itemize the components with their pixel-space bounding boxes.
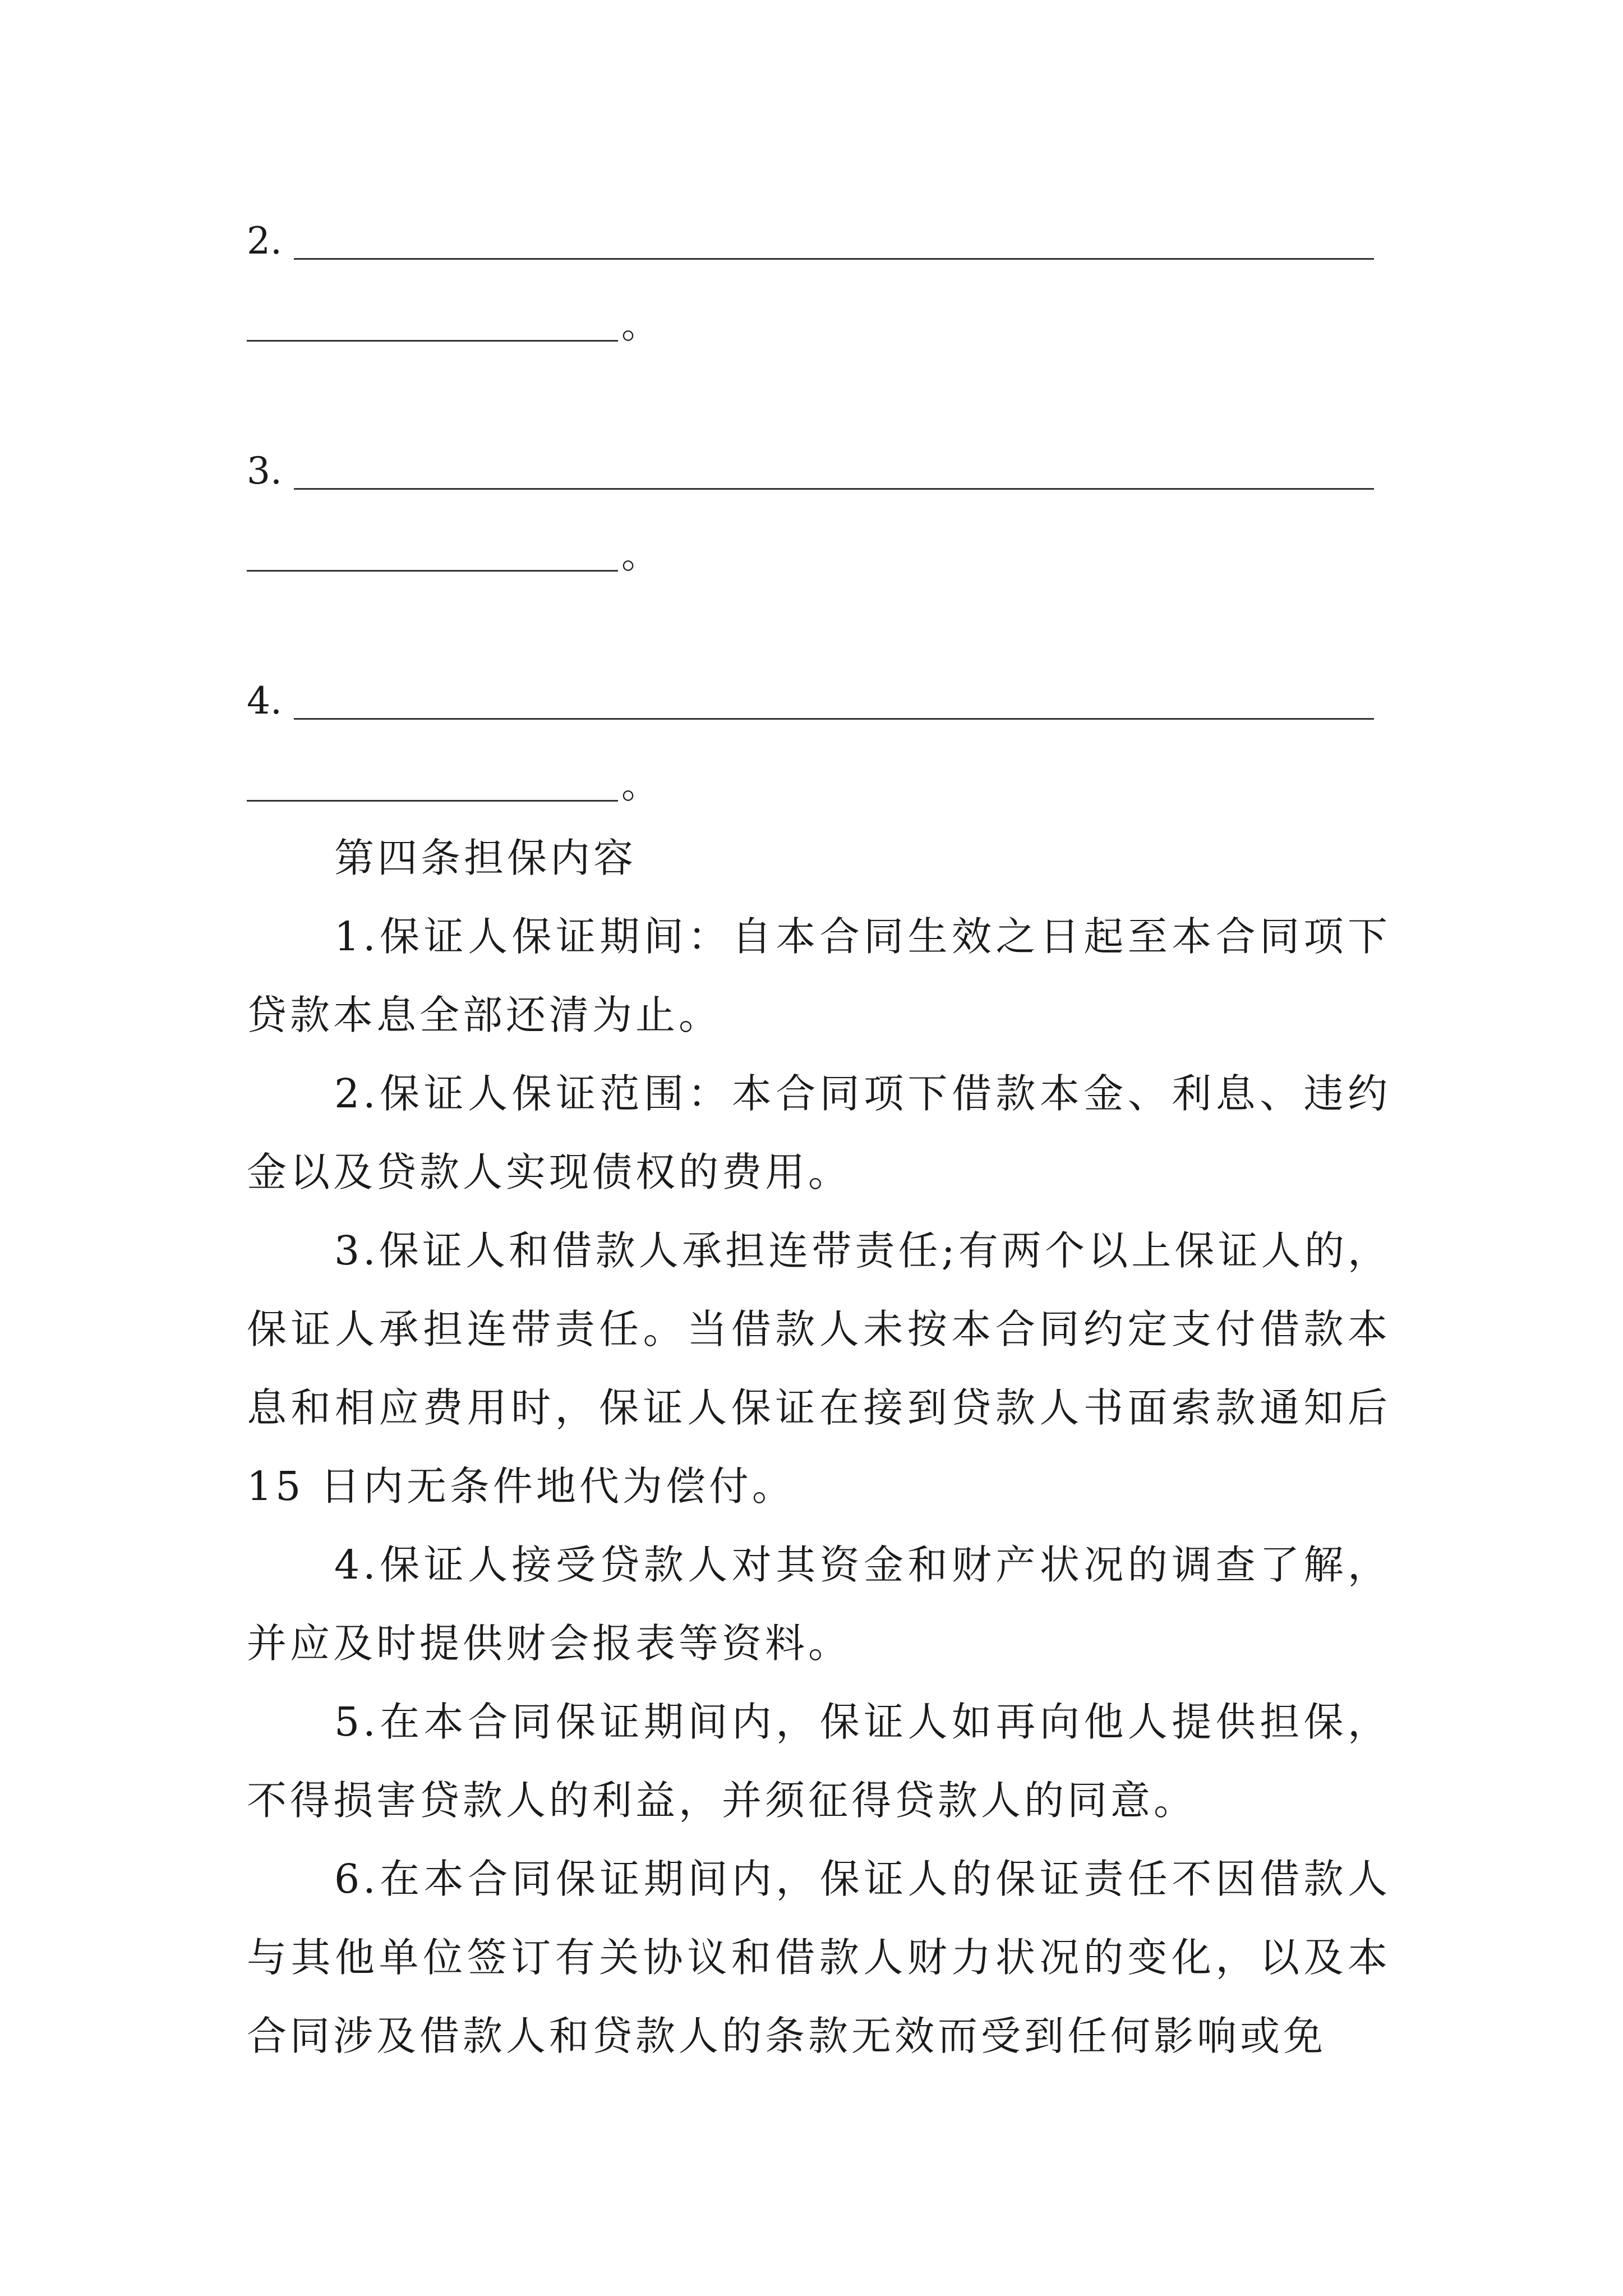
blank-item-2 (247, 219, 1374, 365)
section-heading: 第四条担保内容 (334, 835, 637, 881)
blank-line-continued (247, 570, 618, 572)
blank-item-end-mark: 。 (621, 763, 658, 807)
clause-paragraph-4: 4.保证人接受贷款人对其资金和财产状况的调查了解，并应及时提供财会报表等资料。 (247, 1542, 1391, 1667)
clause-paragraph-1: 1.保证人保证期间：自本合同生效之日起至本合同项下贷款本息全部还清为止。 (247, 913, 1391, 1038)
clause-paragraph-2: 2.保证人保证范围：本合同项下借款本金、利息、违约金以及贷款人实现债权的费用。 (247, 1070, 1391, 1195)
section-body (247, 819, 1391, 2076)
blank-line-continued (247, 800, 618, 802)
blank-line (294, 258, 1374, 260)
clause-paragraph-6: 6.在本合同保证期间内，保证人的保证责任不因借款人与其他单位签订有关协议和借款人财力状况的变化，以及本合同涉及借款人和贷款人的条款无效而受到任何影响或免 (247, 1856, 1391, 2059)
blank-line (294, 718, 1374, 720)
blank-item-end-mark: 。 (621, 303, 658, 347)
clause-paragraph-5: 5.在本合同保证期间内，保证人如再向他人提供担保，不得损害贷款人的利益，并须征得贷款人的同意。 (247, 1699, 1391, 1824)
blank-item-3 (247, 449, 1374, 595)
blank-item-number: 2. (247, 219, 282, 263)
blank-item-number: 3. (247, 449, 282, 493)
clause-paragraph-3: 3.保证人和借款人承担连带责任;有两个以上保证人的，保证人承担连带责任。当借款人未按本合同约定支付借款本息和相应费用时，保证人保证在接到贷款人书面索款通知后15 日内无条件地代为偿付。 (247, 1227, 1391, 1510)
blank-line (294, 488, 1374, 490)
blank-item-end-mark: 。 (621, 533, 658, 577)
blank-item-number: 4. (247, 679, 282, 723)
blank-line-continued (247, 340, 618, 342)
blank-item-4 (247, 679, 1374, 825)
